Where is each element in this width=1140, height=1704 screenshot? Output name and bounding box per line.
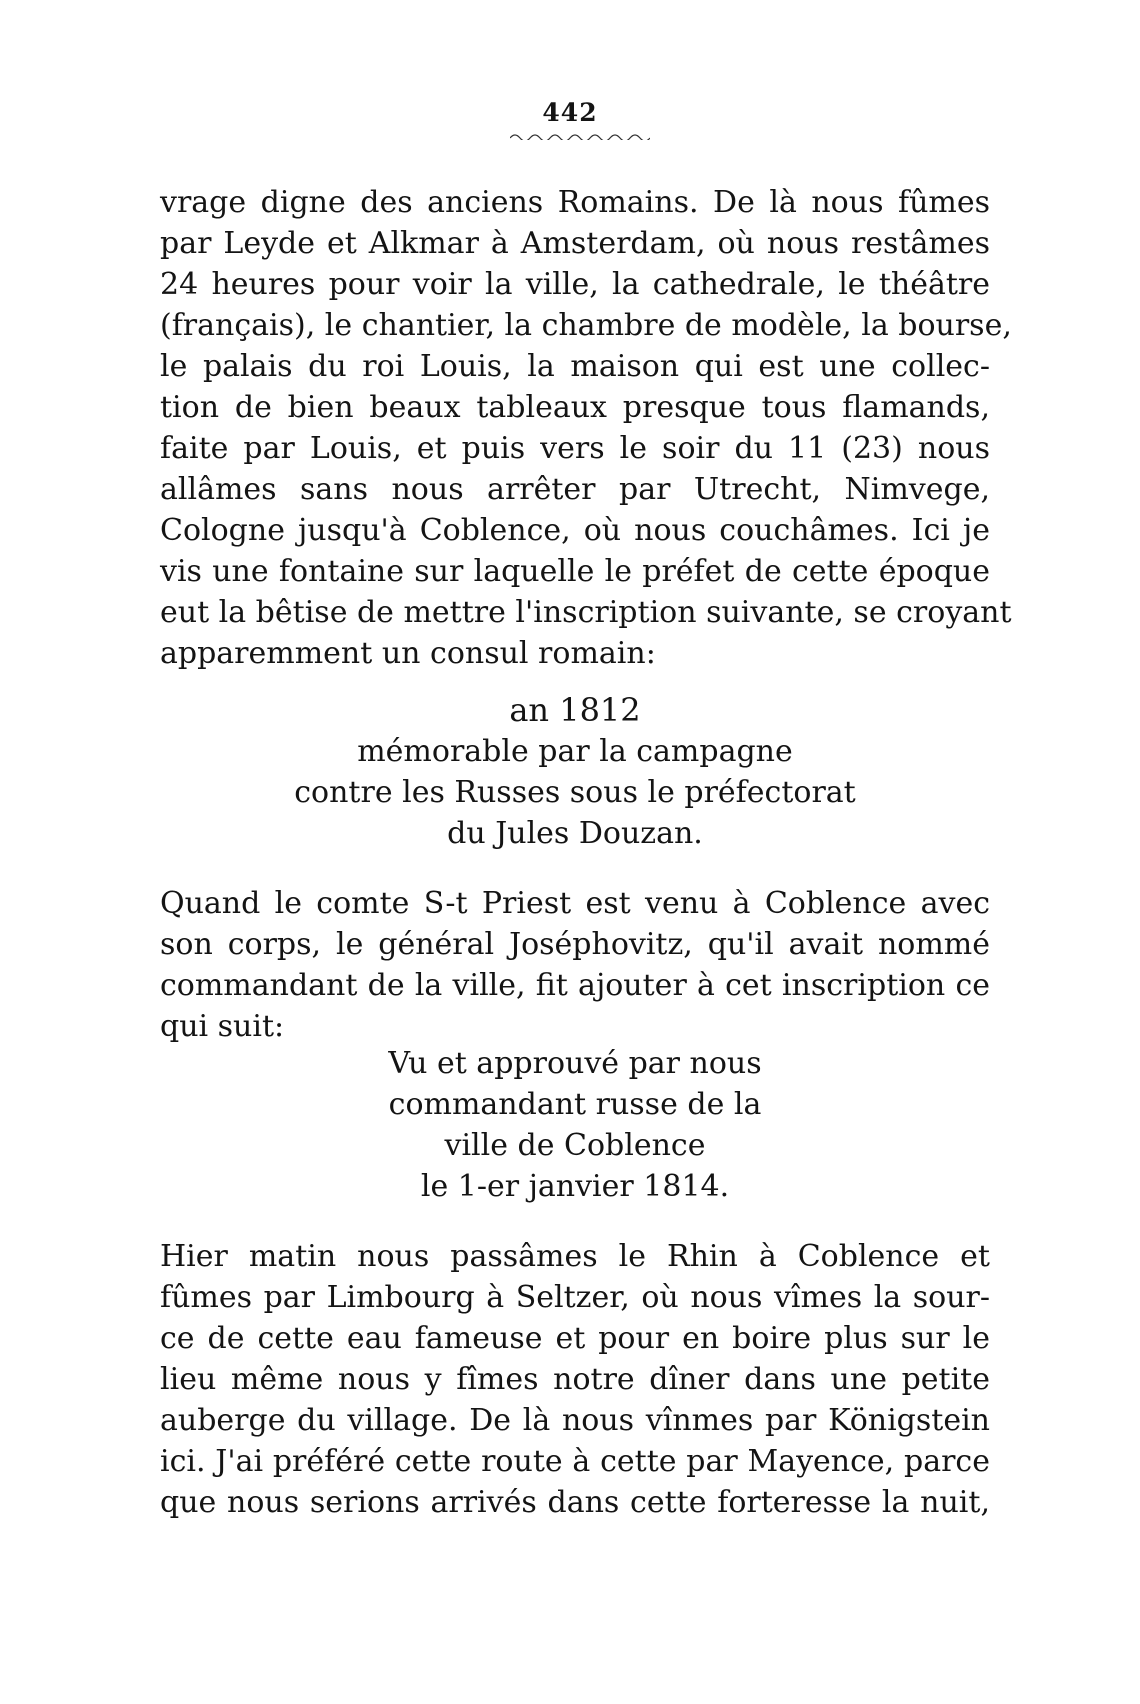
text-line: Quand le comte S-t Priest est venu à Coblence avec xyxy=(160,886,990,921)
text-line: Hier matin nous passâmes le Rhin à Coblence et xyxy=(160,1239,990,1274)
inscription-line: contre les Russes sous le préfectorat xyxy=(294,775,856,810)
inscription-line: du Jules Douzan. xyxy=(447,816,703,851)
text-line: (français), le chantier, la chambre de modèle, la bourse, xyxy=(160,308,1012,343)
inscription-line: Vu et approuvé par nous xyxy=(388,1046,762,1081)
text-line: 24 heures pour voir la ville, la cathedrale, le théâtre xyxy=(160,267,990,302)
paragraph-1 xyxy=(160,182,1012,674)
text-line: apparemment un consul romain: xyxy=(160,636,656,671)
text-line: Cologne jusqu'à Coblence, où nous couchâmes. Ici je xyxy=(160,513,990,548)
page-number: 442 xyxy=(542,98,598,127)
paragraph-3 xyxy=(160,1236,990,1523)
inscription-line: le 1-er janvier 1814. xyxy=(420,1169,730,1204)
inscription-line: commandant russe de la xyxy=(388,1087,762,1122)
text-line: ce de cette eau fameuse et pour en boire plus sur le xyxy=(160,1321,990,1356)
text-line: auberge du village. De là nous vînmes par Königstein xyxy=(160,1403,990,1438)
text-line: par Leyde et Alkmar à Amsterdam, où nous restâmes xyxy=(160,226,990,261)
inscription-line: mémorable par la campagne xyxy=(357,734,793,769)
decorative-wavy-rule xyxy=(510,132,650,140)
text-line: eut la bêtise de mettre l'inscription suivante, se croyant xyxy=(160,595,1012,630)
text-line: fûmes par Limbourg à Seltzer, où nous vîmes la sour- xyxy=(160,1280,990,1315)
text-line: commandant de la ville, fit ajouter à cet inscription ce xyxy=(160,968,990,1003)
text-line: son corps, le général Joséphovitz, qu'il avait nommé xyxy=(160,927,990,962)
inscription-2 xyxy=(160,1043,990,1207)
inscription-line: ville de Coblence xyxy=(444,1128,706,1163)
text-line: allâmes sans nous arrêter par Utrecht, Nimvege, xyxy=(160,472,990,507)
inscription-line: an 1812 xyxy=(509,691,641,729)
text-line: faite par Louis, et puis vers le soir du 11 (23) nous xyxy=(160,431,990,466)
inscription-1 xyxy=(160,690,990,854)
paragraph-2 xyxy=(160,883,990,1047)
text-line: lieu même nous y fîmes notre dîner dans une petite xyxy=(160,1362,990,1397)
text-line: le palais du roi Louis, la maison qui est une collec- xyxy=(160,349,990,384)
text-line: vis une fontaine sur laquelle le préfet de cette époque xyxy=(160,554,990,589)
text-line: qui suit: xyxy=(160,1009,285,1044)
text-line: tion de bien beaux tableaux presque tous flamands, xyxy=(160,390,990,425)
text-line: vrage digne des anciens Romains. De là nous fûmes xyxy=(160,185,990,220)
text-line: ici. J'ai préféré cette route à cette par Mayence, parce xyxy=(160,1444,990,1479)
text-line: que nous serions arrivés dans cette forteresse la nuit, xyxy=(160,1485,990,1520)
